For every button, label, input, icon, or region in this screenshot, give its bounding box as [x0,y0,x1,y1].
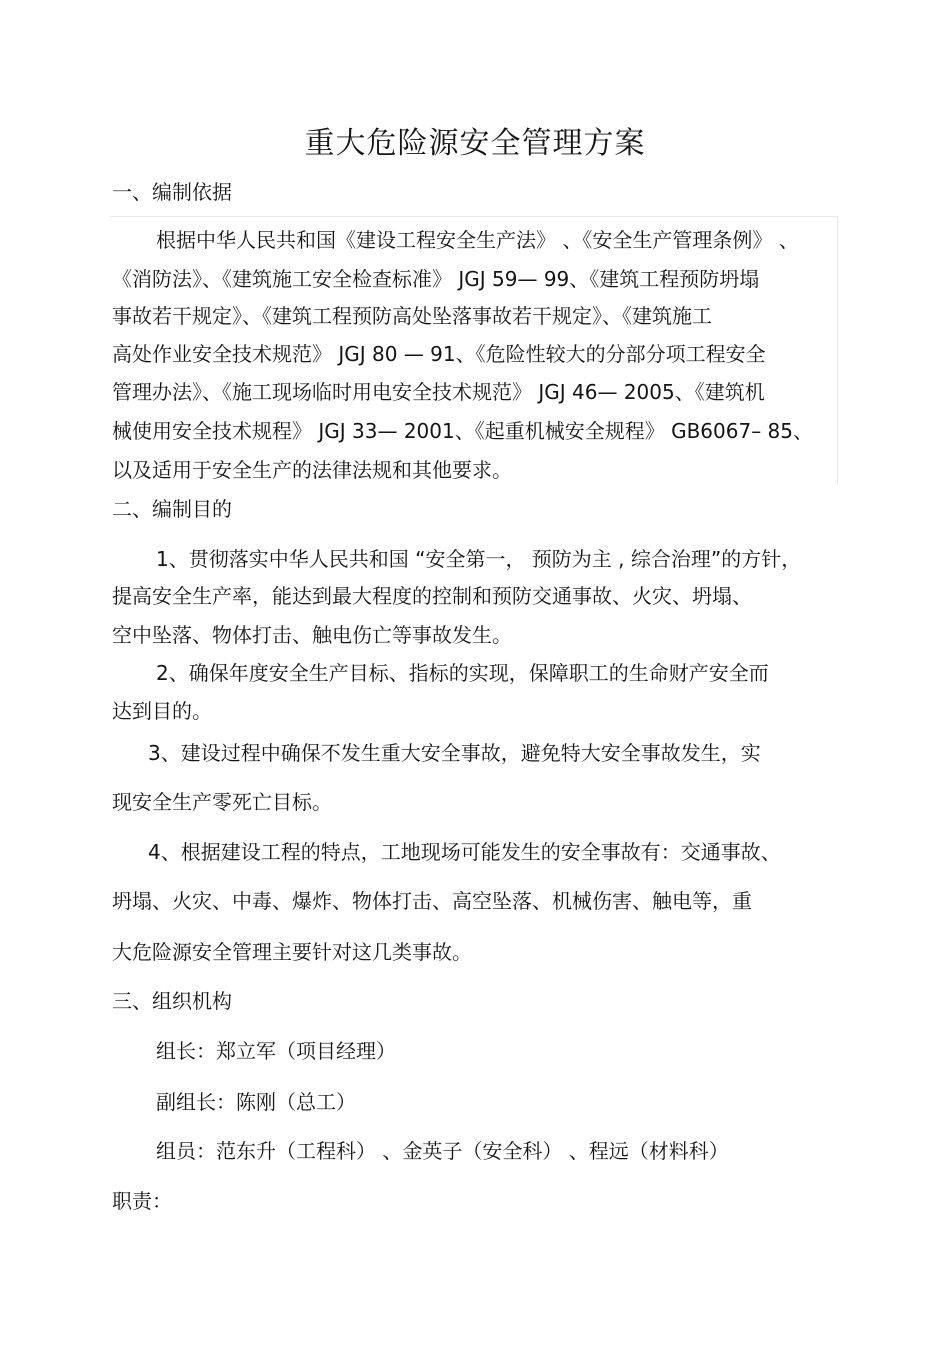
org-duties-label: 职责： [112,1189,172,1213]
paragraph-line: 提高安全生产率，能达到最大程度的控制和预防交通事故、火灾、坍塌、 [112,584,752,608]
org-deputy-leader: 副组长：陈刚（总工） [156,1090,356,1114]
section-heading-basis: 一、编制依据 [112,180,232,204]
document-title: 重大危险源安全管理方案 [304,126,646,161]
paragraph-line: 坍塌、火灾、中毒、爆炸、物体打击、高空坠落、机械伤害、触电等，重 [112,889,752,913]
paragraph-line: 达到目的。 [112,699,212,723]
org-members: 组员：范东升（工程科） 、金英子（安全科） 、程远（材料科） [156,1139,729,1163]
paragraph-line: 械使用安全技术规程》 JGJ 33— 2001、《起重机械安全规程》 GB6067– 85、 [112,419,813,443]
paragraph-line: 高处作业安全技术规范》 JGJ 80 — 91、《危险性较大的分部分项工程安全 [112,342,766,366]
org-leader: 组长：郑立军（项目经理） [156,1039,396,1063]
section-heading-purpose: 二、编制目的 [112,497,232,521]
paragraph-line: 大危险源安全管理主要针对这几类事故。 [112,940,472,964]
paragraph-line: 事故若干规定》、《建筑工程预防高处坠落事故若干规定》、《建筑施工 [112,304,712,328]
section-heading-organization: 三、组织机构 [112,989,232,1013]
paragraph-line: 4、根据建设工程的特点，工地现场可能发生的安全事故有：交通事故、 [148,840,781,864]
paragraph-line: 管理办法》、《施工现场临时用电安全技术规范》 JGJ 46— 2005、《建筑机 [112,380,765,404]
paragraph-line: 空中坠落、物体打击、触电伤亡等事故发生。 [112,623,512,647]
paragraph-line: 1、贯彻落实中华人民共和国 “安全第一， 预防为主 , 综合治理”的方针， [156,547,802,571]
paragraph-line: 《消防法》、《建筑施工安全检查标准》 JGJ 59— 99、《建筑工程预防坍塌 [112,267,760,291]
paragraph-line: 3、建设过程中确保不发生重大安全事故，避免特大安全事故发生，实 [148,741,761,765]
paragraph-line: 现安全生产零死亡目标。 [112,790,332,814]
paragraph-line: 根据中华人民共和国《建设工程安全生产法》 、《安全生产管理条例》 、 [156,228,799,252]
paragraph-line: 以及适用于安全生产的法律法规和其他要求。 [112,458,512,482]
paragraph-line: 2、确保年度安全生产目标、指标的实现，保障职工的生命财产安全而 [156,661,769,685]
